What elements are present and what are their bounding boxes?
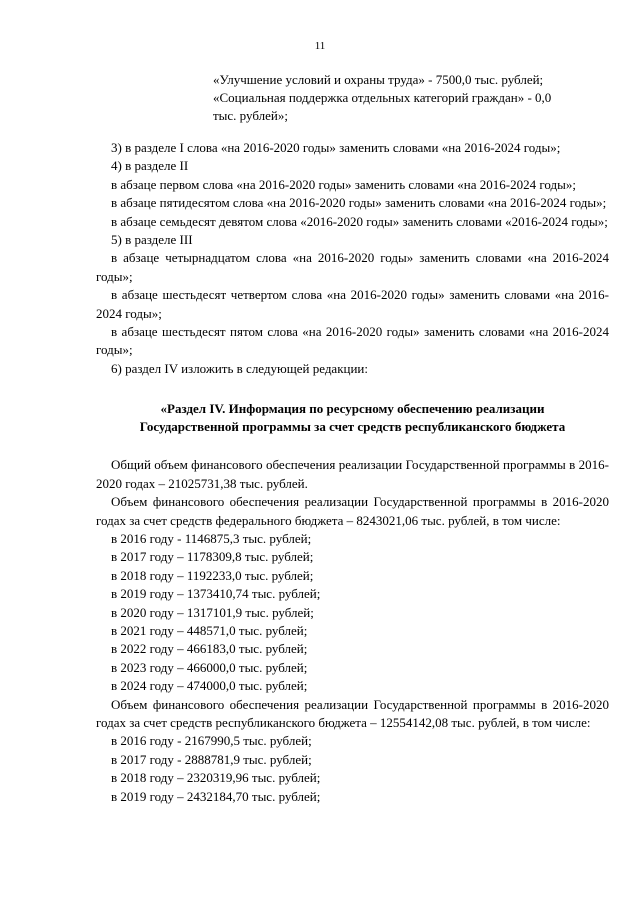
section-heading-line: Государственной программы за счет средств республиканского бюджета — [139, 419, 566, 435]
list-item: в 2019 году – 1373410,74 тыс. рублей; — [111, 586, 321, 602]
document-body — [96, 139, 609, 806]
quote-line: «Улучшение условий и охраны труда» - 7500,0 тыс. рублей; — [213, 72, 544, 87]
list-item: в 2019 году – 2432184,70 тыс. рублей; — [111, 788, 321, 804]
amendment-paragraph: 4) в разделе II — [111, 158, 189, 174]
amendment-paragraph: 3) в разделе I слова «на 2016-2020 годы» заменить словами «на 2016-2024 годы»; — [111, 140, 561, 155]
list-item: в 2017 году – 1178309,8 тыс. рублей; — [111, 549, 314, 565]
list-item: в 2016 году - 1146875,3 тыс. рублей; — [111, 530, 312, 546]
section-heading-line: «Раздел IV. Информация по ресурсному обеспечению реализации — [160, 401, 545, 417]
amendment-paragraph: в абзаце первом слова «на 2016-2020 годы» заменить словами «на 2016-2024 годы»; — [111, 176, 576, 192]
quote-line: «Социальная поддержка отдельных категорий граждан» - 0,0 — [213, 90, 552, 105]
list-item: в 2018 году – 1192233,0 тыс. рублей; — [111, 567, 314, 583]
total-funding-paragraph: Общий объем финансового обеспечения реализации Государственной программы в 2016-2020 годах – 21025731,38 тыс. рублей. — [96, 457, 609, 491]
list-item: в 2024 году – 474000,0 тыс. рублей; — [111, 678, 308, 694]
republic-funding-paragraph: Объем финансового обеспечения реализации Государственной программы в 2016-2020 годах за счет средств республиканского бюджета – 12554142,08 тыс. рублей, в том числе: — [96, 696, 609, 730]
amendment-paragraph: 5) в разделе III — [111, 232, 193, 248]
quoted-program-list — [213, 71, 613, 125]
page-number: 11 — [314, 40, 326, 52]
amendment-paragraph: в абзаце семьдесят девятом слова «2016-2020 годы» заменить словами «2016-2024 годы»; — [111, 213, 608, 229]
list-item: в 2022 году – 466183,0 тыс. рублей; — [111, 641, 308, 657]
amendment-paragraph: в абзаце пятидесятом слова «на 2016-2020 годы» заменить словами «на 2016-2024 годы»; — [111, 195, 607, 211]
list-item: в 2023 году – 466000,0 тыс. рублей; — [111, 659, 308, 675]
list-item: в 2017 году - 2888781,9 тыс. рублей; — [111, 751, 312, 767]
quote-line: тыс. рублей»; — [213, 108, 288, 123]
amendment-paragraph: 6) раздел IV изложить в следующей редакции: — [111, 360, 368, 376]
republic-years-list — [96, 732, 609, 806]
list-item: в 2020 году – 1317101,9 тыс. рублей; — [111, 604, 314, 620]
federal-years-list — [96, 530, 609, 696]
list-item: в 2016 году - 2167990,5 тыс. рублей; — [111, 733, 312, 749]
amendment-paragraph: в абзаце шестьдесят пятом слова «на 2016-2020 годы» заменить словами «на 2016-2024 годы»; — [96, 324, 609, 358]
section-heading — [96, 400, 609, 436]
federal-funding-paragraph: Объем финансового обеспечения реализации Государственной программы в 2016-2020 годах за счет средств федерального бюджета – 8243021,06 тыс. рублей, в том числе: — [96, 494, 609, 528]
amendment-paragraph: в абзаце четырнадцатом слова «на 2016-2020 годы» заменить словами «на 2016-2024 годы»; — [96, 250, 609, 284]
amendment-paragraph: в абзаце шестьдесят четвертом слова «на 2016-2020 годы» заменить словами «на 2016-2024 годы»; — [96, 287, 609, 321]
list-item: в 2018 году – 2320319,96 тыс. рублей; — [111, 770, 321, 786]
list-item: в 2021 году – 448571,0 тыс. рублей; — [111, 622, 308, 638]
